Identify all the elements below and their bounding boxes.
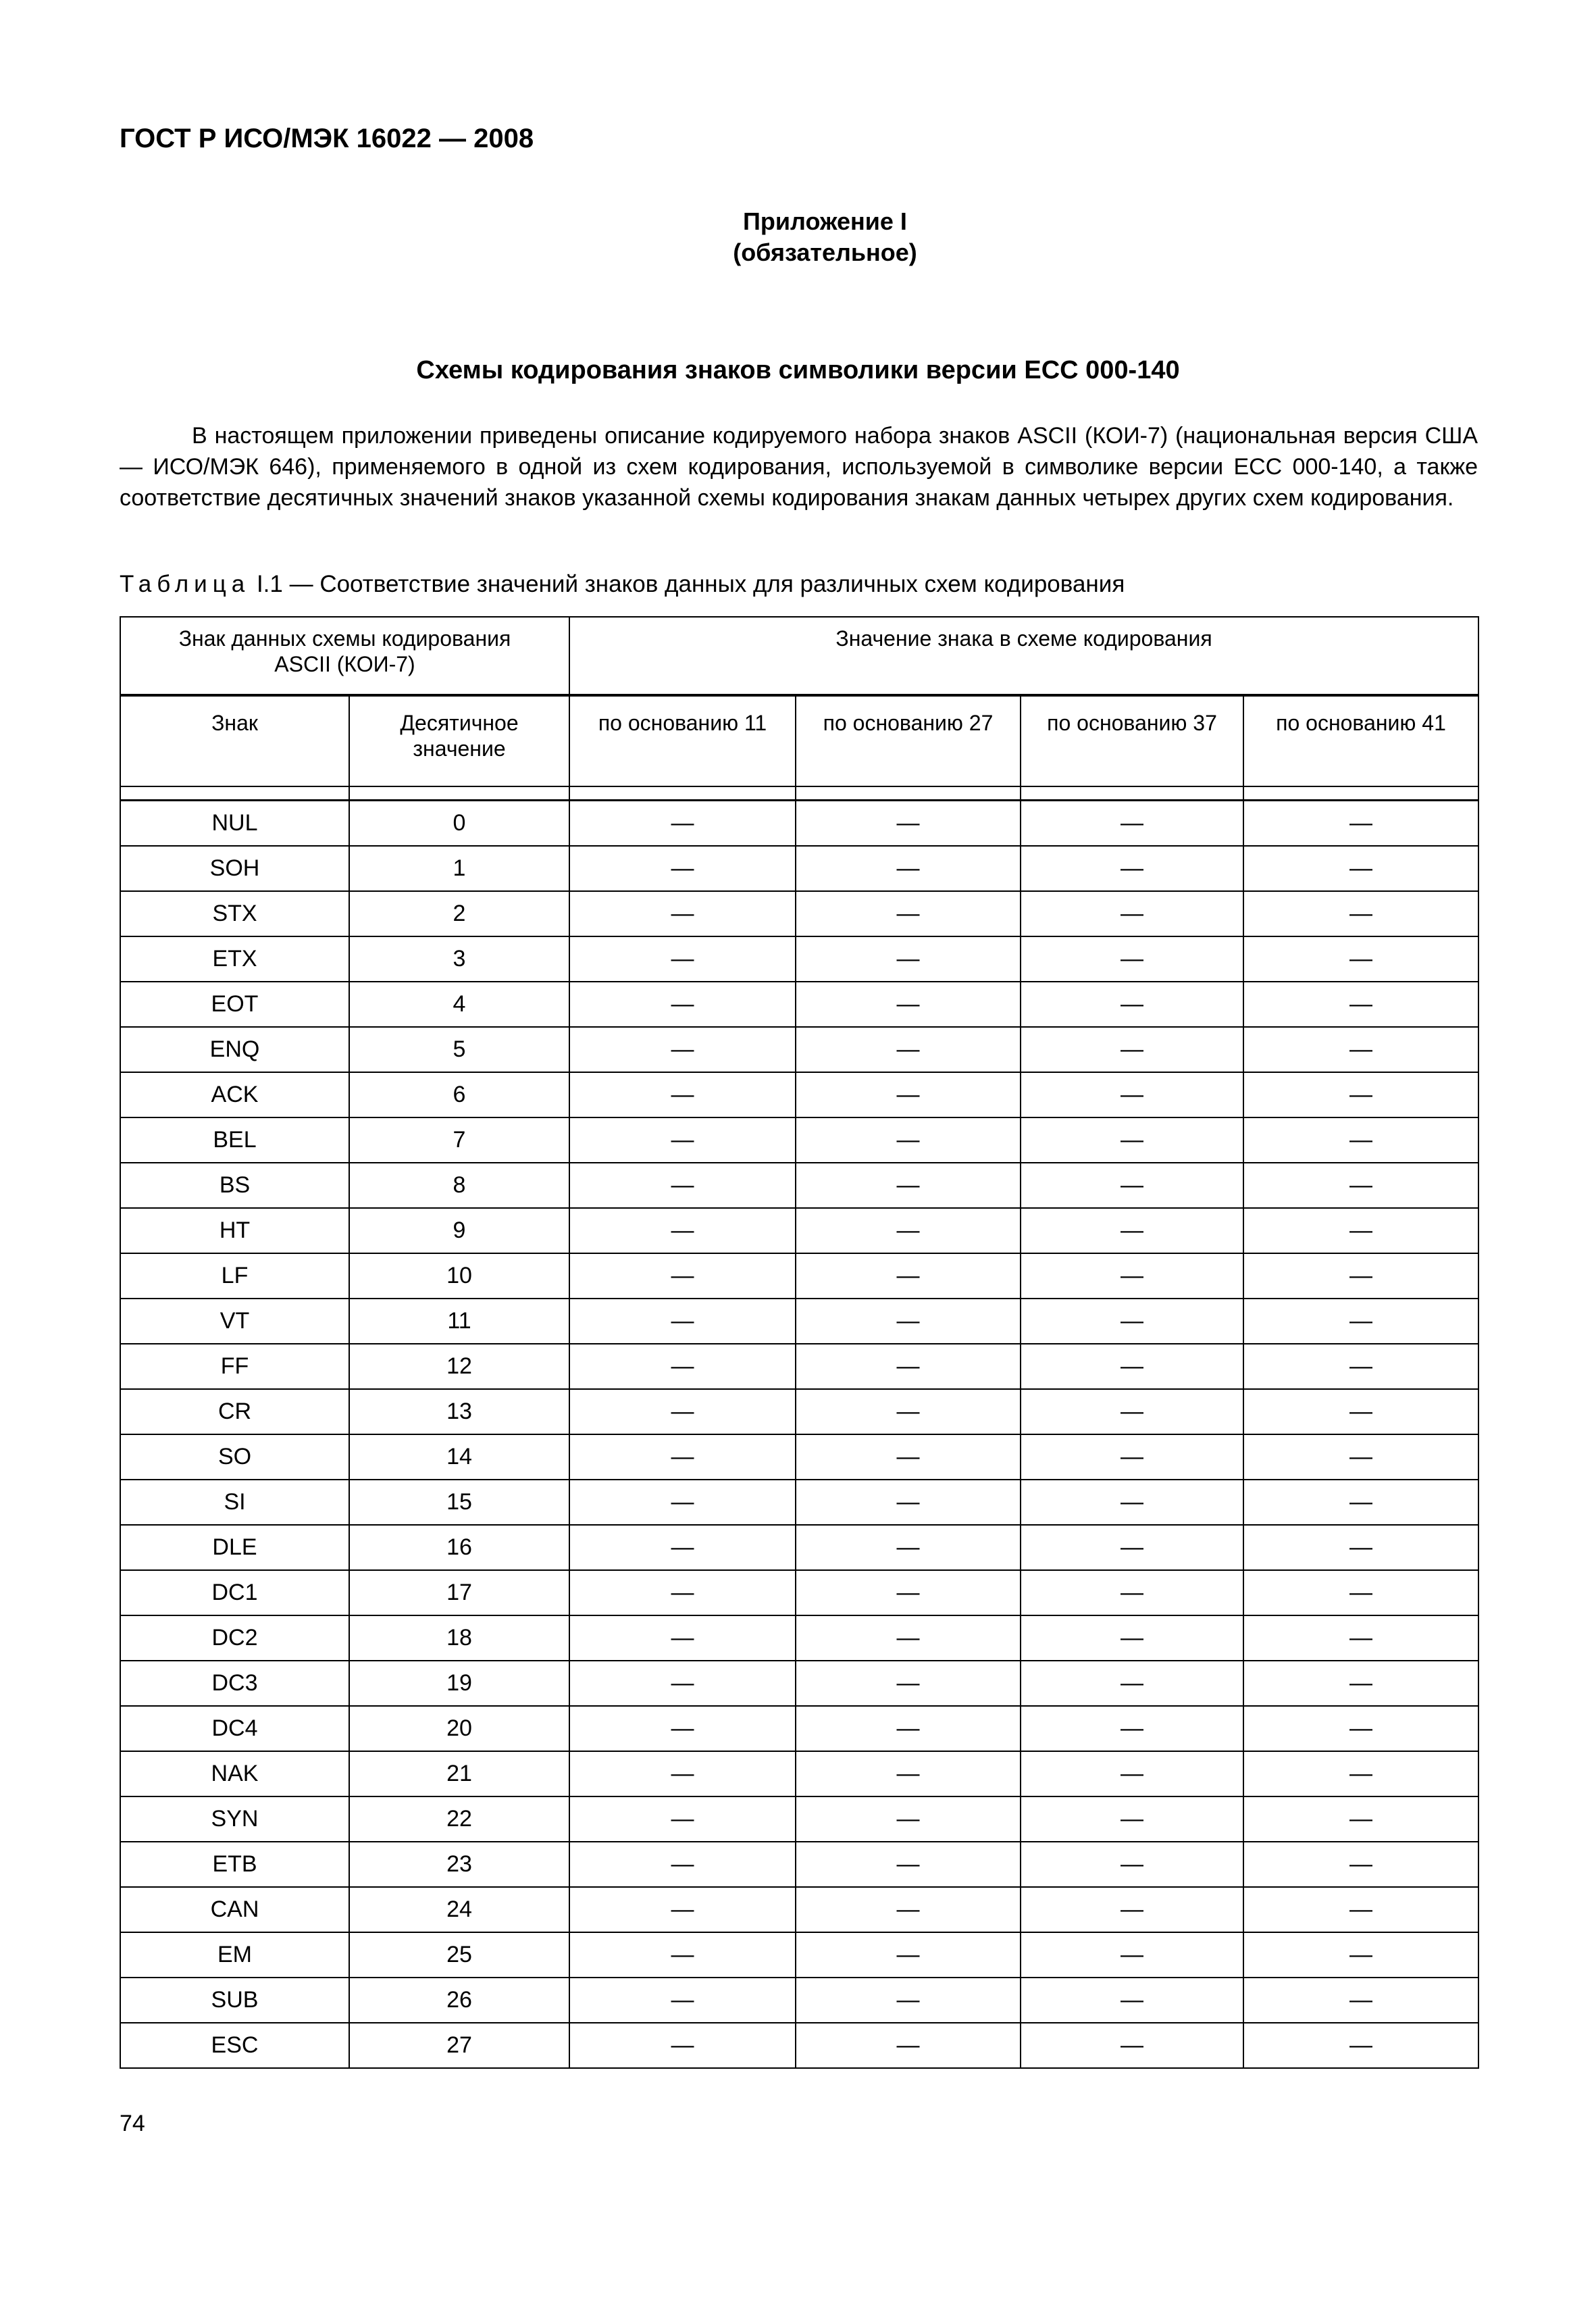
decimal-cell: 0 [349,801,569,847]
value-cell: — [796,1525,1021,1570]
value-cell: — [1243,1344,1478,1389]
symbol-cell: STX [120,891,349,936]
value-cell: — [1021,1978,1243,2023]
value-cell: — [569,2023,796,2068]
symbol-cell: SUB [120,1978,349,2023]
table-row [120,1253,1478,1299]
table-row [120,1299,1478,1344]
value-cell: — [569,1253,796,1299]
value-cell: — [1021,1842,1243,1887]
value-cell: — [1021,982,1243,1027]
table-row [120,1570,1478,1615]
decimal-cell: 13 [349,1389,569,1434]
decimal-cell: 7 [349,1117,569,1163]
value-cell: — [796,801,1021,847]
value-cell: — [1243,1027,1478,1072]
value-cell: — [1243,1253,1478,1299]
table-row [120,1706,1478,1751]
symbol-cell: VT [120,1299,349,1344]
decimal-cell: 21 [349,1751,569,1796]
value-cell: — [796,1932,1021,1978]
value-cell: — [569,1796,796,1842]
decimal-cell: 24 [349,1887,569,1932]
value-cell: — [1243,801,1478,847]
value-cell: — [1021,1932,1243,1978]
decimal-cell: 16 [349,1525,569,1570]
decimal-cell: 9 [349,1208,569,1253]
value-cell: — [569,1027,796,1072]
table-row [120,891,1478,936]
value-cell: — [1021,891,1243,936]
value-cell: — [1243,936,1478,982]
group-header-ascii: Знак данных схемы кодирования ASCII (КОИ-7) [120,617,569,695]
value-cell: — [569,1570,796,1615]
value-cell: — [1243,1525,1478,1570]
symbol-cell: DC2 [120,1615,349,1661]
value-cell: — [1021,1570,1243,1615]
value-cell: — [1243,1434,1478,1480]
value-cell: — [796,1480,1021,1525]
value-cell: — [1243,1072,1478,1117]
value-cell: — [569,1887,796,1932]
value-cell: — [569,1932,796,1978]
value-cell: — [1021,1525,1243,1570]
value-cell: — [1243,1570,1478,1615]
value-cell: — [1021,936,1243,982]
decimal-cell: 23 [349,1842,569,1887]
decimal-cell: 20 [349,1706,569,1751]
table-row [120,1344,1478,1389]
symbol-cell: CAN [120,1887,349,1932]
value-cell: — [1021,1117,1243,1163]
value-cell: — [1021,1389,1243,1434]
symbol-cell: BEL [120,1117,349,1163]
value-cell: — [569,1615,796,1661]
value-cell: — [1243,1978,1478,2023]
column-header: Знак [120,695,349,786]
symbol-cell: CR [120,1389,349,1434]
group-header-row [120,617,1478,695]
decimal-cell: 2 [349,891,569,936]
value-cell: — [796,1208,1021,1253]
decimal-cell: 4 [349,982,569,1027]
table-row [120,1842,1478,1887]
value-cell: — [569,1072,796,1117]
value-cell: — [796,936,1021,982]
table-row [120,846,1478,891]
value-cell: — [796,1706,1021,1751]
symbol-cell: FF [120,1344,349,1389]
value-cell: — [569,1751,796,1796]
symbol-cell: ACK [120,1072,349,1117]
decimal-cell: 11 [349,1299,569,1344]
table-row [120,1661,1478,1706]
value-cell: — [796,1615,1021,1661]
value-cell: — [796,1389,1021,1434]
value-cell: — [1021,2023,1243,2068]
symbol-cell: NAK [120,1751,349,1796]
value-cell: — [1243,846,1478,891]
symbol-cell: SYN [120,1796,349,1842]
table-row [120,1163,1478,1208]
symbol-cell: DC1 [120,1570,349,1615]
value-cell: — [796,982,1021,1027]
value-cell: — [796,1661,1021,1706]
decimal-cell: 18 [349,1615,569,1661]
table-row [120,1480,1478,1525]
caption-prefix: Таблица [120,571,251,597]
value-cell: — [796,2023,1021,2068]
annex-heading [0,206,1596,268]
value-cell: — [569,801,796,847]
decimal-cell: 6 [349,1072,569,1117]
value-cell: — [796,1978,1021,2023]
value-cell: — [569,1842,796,1887]
value-cell: — [796,891,1021,936]
column-header: по основанию 37 [1021,695,1243,786]
value-cell: — [569,1978,796,2023]
value-cell: — [796,1299,1021,1344]
value-cell: — [1021,1887,1243,1932]
annex-status: (обязательное) [733,238,917,266]
symbol-cell: ETB [120,1842,349,1887]
value-cell: — [569,1299,796,1344]
value-cell: — [569,1434,796,1480]
value-cell: — [796,1751,1021,1796]
value-cell: — [1243,982,1478,1027]
value-cell: — [796,1117,1021,1163]
symbol-cell: DC3 [120,1661,349,1706]
value-cell: — [796,1842,1021,1887]
value-cell: — [1243,1480,1478,1525]
decimal-cell: 15 [349,1480,569,1525]
column-header: по основанию 27 [796,695,1021,786]
value-cell: — [1021,1072,1243,1117]
symbol-cell: EOT [120,982,349,1027]
value-cell: — [1021,1434,1243,1480]
annex-title: Приложение I [743,207,907,235]
value-cell: — [1243,1751,1478,1796]
value-cell: — [569,1344,796,1389]
table-row [120,1978,1478,2023]
decimal-cell: 14 [349,1434,569,1480]
group-header-values: Значение знака в схеме кодирования [569,617,1478,695]
value-cell: — [796,1434,1021,1480]
value-cell: — [569,936,796,982]
page-number: 74 [120,2111,145,2136]
table-row [120,982,1478,1027]
value-cell: — [569,982,796,1027]
decimal-cell: 19 [349,1661,569,1706]
column-header: по основанию 11 [569,695,796,786]
value-cell: — [1021,846,1243,891]
table-row [120,801,1478,847]
value-cell: — [1243,1887,1478,1932]
value-cell: — [796,1163,1021,1208]
table-row [120,1525,1478,1570]
decimal-cell: 3 [349,936,569,982]
symbol-cell: SI [120,1480,349,1525]
decimal-cell: 25 [349,1932,569,1978]
table-row [120,1932,1478,1978]
value-cell: — [1021,801,1243,847]
value-cell: — [1243,1299,1478,1344]
table-row [120,1208,1478,1253]
decimal-cell: 22 [349,1796,569,1842]
value-cell: — [1243,1389,1478,1434]
decimal-cell: 1 [349,846,569,891]
value-cell: — [1021,1615,1243,1661]
caption-text: I.1 — Соответствие значений знаков данных для различных схем кодирования [250,571,1125,597]
value-cell: — [1243,1208,1478,1253]
value-cell: — [1243,1163,1478,1208]
value-cell: — [569,891,796,936]
value-cell: — [1243,1117,1478,1163]
section-title: Схемы кодирования знаков символики версии ЕСС 000-140 [416,356,1180,384]
value-cell: — [569,1163,796,1208]
decimal-cell: 12 [349,1344,569,1389]
table-row [120,936,1478,982]
value-cell: — [569,1706,796,1751]
value-cell: — [1021,1208,1243,1253]
value-cell: — [796,1344,1021,1389]
value-cell: — [1021,1163,1243,1208]
value-cell: — [1021,1706,1243,1751]
table-row [120,1072,1478,1117]
table-row [120,2023,1478,2068]
symbol-cell: DC4 [120,1706,349,1751]
table-row [120,1389,1478,1434]
header-separator [120,786,1478,801]
decimal-cell: 17 [349,1570,569,1615]
value-cell: — [569,846,796,891]
value-cell: — [1243,1661,1478,1706]
table-row [120,1434,1478,1480]
decimal-cell: 26 [349,1978,569,2023]
column-header-row [120,695,1478,786]
value-cell: — [796,846,1021,891]
symbol-cell: HT [120,1208,349,1253]
decimal-cell: 5 [349,1027,569,1072]
table-row [120,1027,1478,1072]
value-cell: — [1243,2023,1478,2068]
symbol-cell: ETX [120,936,349,982]
symbol-cell: ESC [120,2023,349,2068]
encoding-table [120,616,1479,2069]
value-cell: — [569,1525,796,1570]
value-cell: — [1243,891,1478,936]
value-cell: — [569,1661,796,1706]
value-cell: — [796,1570,1021,1615]
document-id: ГОСТ Р ИСО/МЭК 16022 — 2008 [120,124,534,153]
symbol-cell: ENQ [120,1027,349,1072]
intro-paragraph: В настоящем приложении приведены описание кодируемого набора знаков ASCII (КОИ-7) (национальная версия США — ИСО/МЭК 646), применяемого в одной из схем кодирования, используемой в символике версии ЕСС 000-140, а также соответствие десятичных значений знаков указанной схемы кодирования знакам данных четырех других схем кодирования. [120,423,1478,511]
column-header: по основанию 41 [1243,695,1478,786]
value-cell: — [796,1796,1021,1842]
symbol-cell: BS [120,1163,349,1208]
symbol-cell: LF [120,1253,349,1299]
table-row [120,1796,1478,1842]
decimal-cell: 8 [349,1163,569,1208]
value-cell: — [1021,1299,1243,1344]
table-row [120,1887,1478,1932]
symbol-cell: NUL [120,801,349,847]
value-cell: — [1021,1751,1243,1796]
value-cell: — [1243,1932,1478,1978]
value-cell: — [1243,1842,1478,1887]
value-cell: — [1021,1344,1243,1389]
symbol-cell: EM [120,1932,349,1978]
table-caption [120,571,1125,598]
value-cell: — [569,1117,796,1163]
value-cell: — [1021,1661,1243,1706]
table-row [120,1615,1478,1661]
value-cell: — [1243,1615,1478,1661]
value-cell: — [569,1389,796,1434]
decimal-cell: 10 [349,1253,569,1299]
decimal-cell: 27 [349,2023,569,2068]
value-cell: — [1021,1796,1243,1842]
value-cell: — [796,1072,1021,1117]
value-cell: — [1021,1253,1243,1299]
value-cell: — [796,1253,1021,1299]
value-cell: — [796,1887,1021,1932]
value-cell: — [569,1480,796,1525]
value-cell: — [1243,1796,1478,1842]
table-row [120,1117,1478,1163]
value-cell: — [1021,1480,1243,1525]
table-row [120,1751,1478,1796]
value-cell: — [1243,1706,1478,1751]
value-cell: — [796,1027,1021,1072]
value-cell: — [569,1208,796,1253]
symbol-cell: DLE [120,1525,349,1570]
column-header: Десятичное значение [349,695,569,786]
symbol-cell: SOH [120,846,349,891]
symbol-cell: SO [120,1434,349,1480]
value-cell: — [1021,1027,1243,1072]
